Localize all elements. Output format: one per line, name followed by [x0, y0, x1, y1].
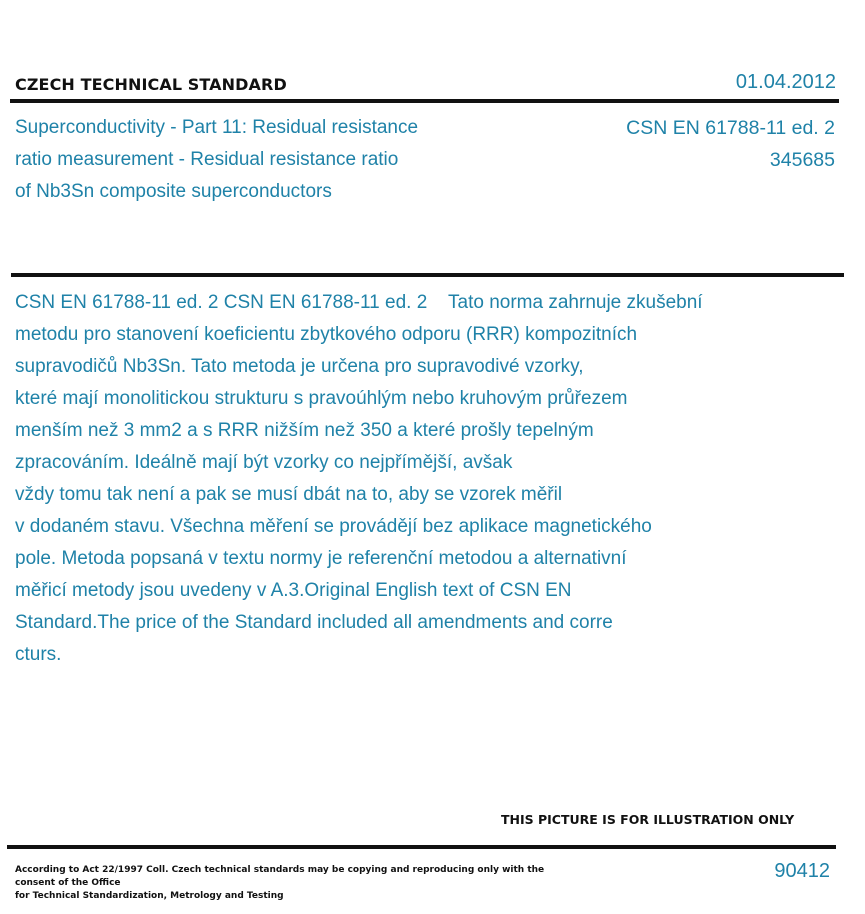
abstract-line: měřicí metody jsou uvedeny v A.3.Original English text of CSN EN [15, 580, 572, 601]
illustration-disclaimer: THIS PICTURE IS FOR ILLUSTRATION ONLY [501, 812, 795, 827]
header-divider [10, 99, 839, 103]
abstract-line: v dodaném stavu. Všechna měření se provádějí bez aplikace magnetického [15, 516, 652, 537]
footer-number: 90412 [774, 860, 830, 882]
abstract-line: vždy tomu tak není a pak se musí dbát na to, aby se vzorek měřil [15, 484, 563, 505]
abstract-line: pole. Metoda popsaná v textu normy je referenční metodou a alternativní [15, 548, 627, 569]
copyright-line: for Technical Standardization, Metrology and Testing [15, 891, 284, 901]
standard-abstract [15, 287, 805, 671]
abstract-line: cturs. [15, 644, 62, 665]
abstract-line: metodu pro stanovení koeficientu zbytkového odporu (RRR) kompozitních [15, 324, 638, 345]
footer-divider [7, 845, 836, 849]
abstract-line: které mají monolitickou strukturu s pravoúhlým nebo kruhovým průřezem [15, 388, 628, 409]
standard-number: 345685 [769, 149, 835, 171]
standard-code: CSN EN 61788-11 ed. 2 [626, 117, 835, 139]
publication-date: 01.04.2012 [735, 71, 836, 93]
abstract-line: menším než 3 mm2 a s RRR nižším než 350 a které prošly tepelným [15, 420, 594, 441]
title-line: Superconductivity - Part 11: Residual resistance [15, 117, 419, 138]
copyright-note [15, 864, 585, 903]
abstract-line: zpracováním. Ideálně mají být vzorky co nejpřímější, avšak [15, 452, 513, 473]
standard-identifiers [626, 112, 835, 176]
title-line: of Nb3Sn composite superconductors [15, 181, 332, 202]
copyright-line: According to Act 22/1997 Coll. Czech technical standards may be copying and reproducing only with the consent of the Office [15, 865, 545, 888]
abstract-line: Standard.The price of the Standard included all amendments and corre [15, 612, 613, 633]
standard-type-label: CZECH TECHNICAL STANDARD [15, 75, 287, 94]
abstract-line: CSN EN 61788-11 ed. 2 CSN EN 61788-11 ed. 2 Tato norma zahrnuje zkušební [15, 292, 703, 313]
standard-title [15, 112, 495, 208]
title-divider [11, 273, 844, 277]
abstract-line: supravodičů Nb3Sn. Tato metoda je určena pro supravodivé vzorky, [15, 356, 584, 377]
title-line: ratio measurement - Residual resistance ratio [15, 149, 399, 170]
